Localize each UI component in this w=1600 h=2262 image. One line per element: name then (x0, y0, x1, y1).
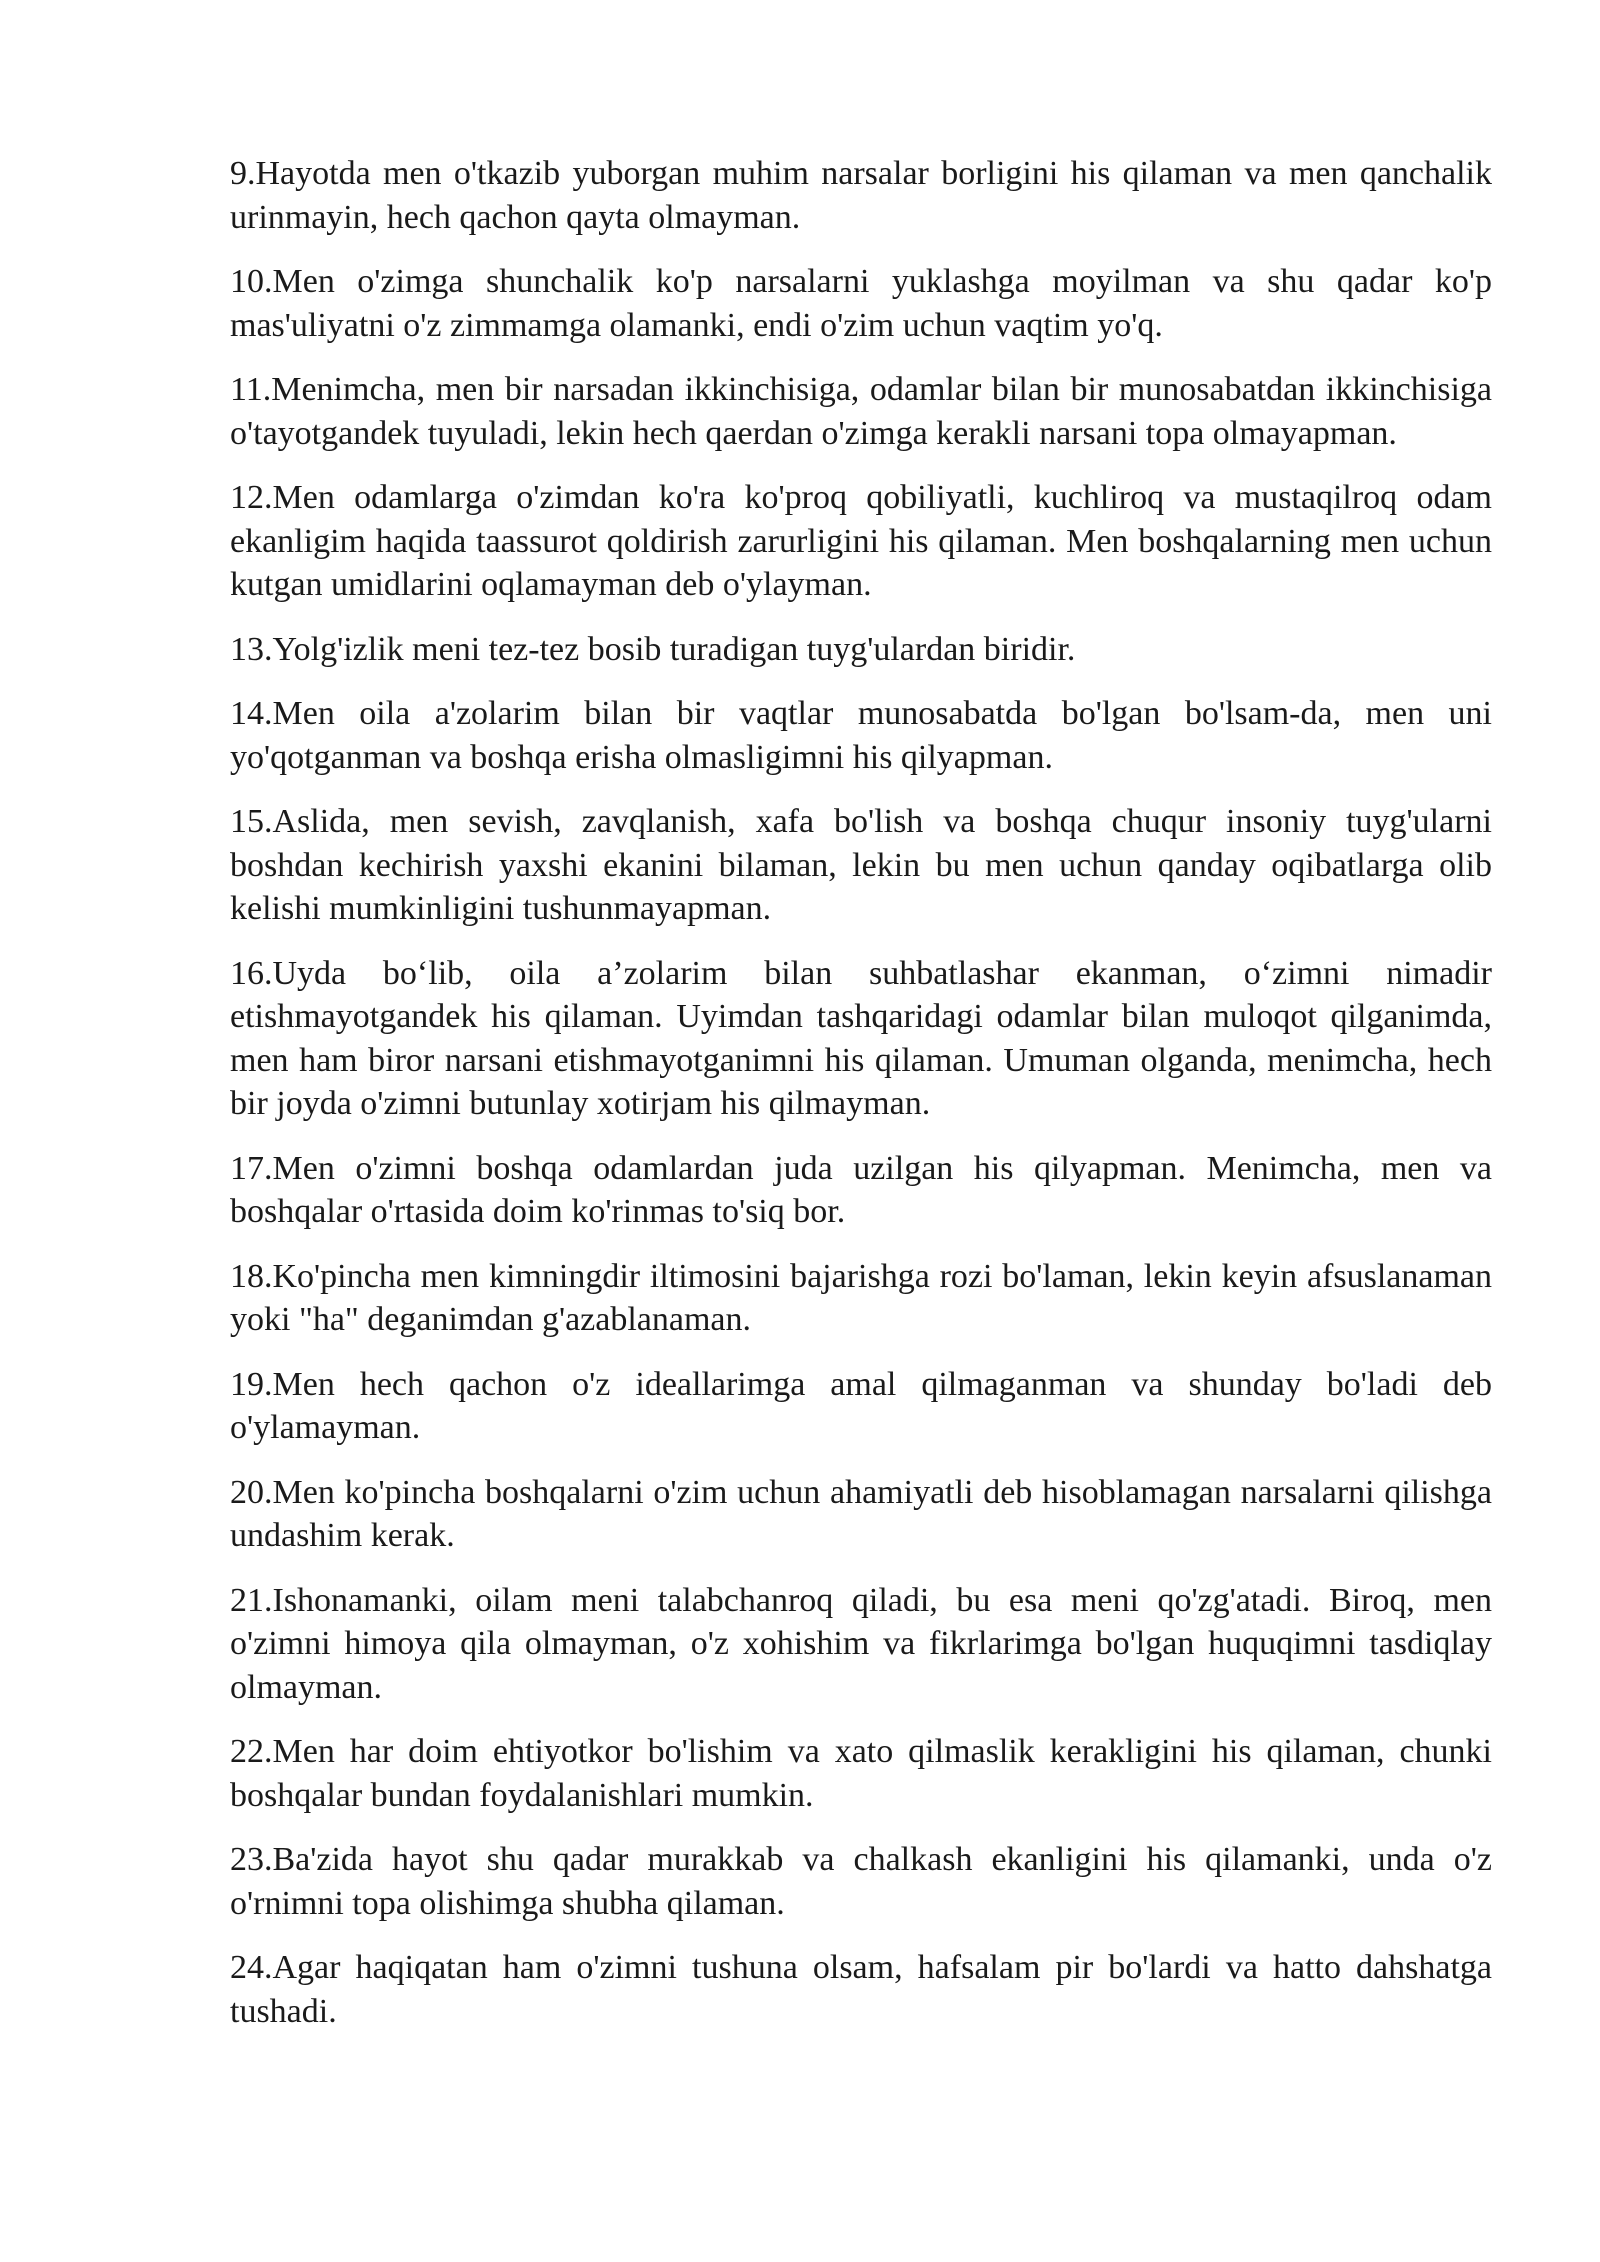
statement-22: 22.Men har doim ehtiyotkor bo'lishim va xato qilmaslik kerakligini his qilaman, chunki boshqalar bundan foydalanishlari mumkin. (230, 1733, 1492, 1814)
statement-23: 23.Ba'zida hayot shu qadar murakkab va chalkash ekanligini his qilamanki, unda o'z o'rnimni topa olishimga shubha qilaman. (230, 1841, 1492, 1922)
statement-11: 11.Menimcha, men bir narsadan ikkinchisiga, odamlar bilan bir munosabatdan ikkinchisiga o'tayotgandek tuyuladi, lekin hech qaerdan o'zimga kerakli narsani topa olmayapman. (230, 371, 1492, 452)
statement-12: 12.Men odamlarga o'zimdan ko'ra ko'proq qobiliyatli, kuchliroq va mustaqilroq odam ekanligim haqida taassurot qoldirish zarurligini his qilaman. Men boshqalarning men uchun kutgan umidlarini oqlamayman deb o'ylayman. (230, 479, 1492, 603)
statement-15: 15.Aslida, men sevish, zavqlanish, xafa bo'lish va boshqa chuqur insoniy tuyg'ularni boshdan kechirish yaxshi ekanini bilaman, lekin bu men uchun qanday oqibatlarga olib kelishi mumkinligini tushunmayapman. (230, 803, 1492, 927)
statement-14: 14.Men oila a'zolarim bilan bir vaqtlar munosabatda bo'lgan bo'lsam-da, men uni yo'qotganman va boshqa erisha olmasligimni his qilyapman. (230, 695, 1492, 776)
statement-9: 9.Hayotda men o'tkazib yuborgan muhim narsalar borligini his qilaman va men qanchalik urinmayin, hech qachon qayta olmayman. (230, 155, 1492, 236)
document-page (230, 152, 1492, 2054)
statement-17: 17.Men o'zimni boshqa odamlardan juda uzilgan his qilyapman. Menimcha, men va boshqalar o'rtasida doim ko'rinmas to'siq bor. (230, 1149, 1492, 1230)
statement-19: 19.Men hech qachon o'z ideallarimga amal qilmaganman va shunday bo'ladi deb o'ylamayman. (230, 1365, 1492, 1446)
statement-18: 18.Ko'pincha men kimningdir iltimosini bajarishga rozi bo'laman, lekin keyin afsuslanaman yoki "ha" deganimdan g'azablanaman. (230, 1257, 1492, 1338)
statement-24: 24.Agar haqiqatan ham o'zimni tushuna olsam, hafsalam pir bo'lardi va hatto dahshatga tushadi. (230, 1949, 1492, 2030)
statement-21: 21.Ishonamanki, oilam meni talabchanroq qiladi, bu esa meni qo'zg'atadi. Biroq, men o'zimni himoya qila olmayman, o'z xohishim va fikrlarimga bo'lgan huquqimni tasdiqlay olmayman. (230, 1581, 1492, 1706)
statement-20: 20.Men ko'pincha boshqalarni o'zim uchun ahamiyatli deb hisoblamagan narsalarni qilishga undashim kerak. (230, 1473, 1492, 1554)
statement-16: 16.Uyda bo‘lib, oila a’zolarim bilan suhbatlashar ekanman, o‘zimni nimadir etishmayotgandek his qilaman. Uyimdan tashqaridagi odamlar bilan muloqot qilganimda, men ham biror narsani etishmayotganimni his qilaman. Umuman olganda, menimcha, hech bir joyda o'zimni butunlay xotirjam his qilmayman. (230, 954, 1492, 1122)
statement-10: 10.Men o'zimga shunchalik ko'p narsalarni yuklashga moyilman va shu qadar ko'p mas'uliyatni o'z zimmamga olamanki, endi o'zim uchun vaqtim yo'q. (230, 263, 1492, 344)
statement-13: 13.Yolg'izlik meni tez-tez bosib turadigan tuyg'ulardan biridir. (230, 630, 1076, 668)
